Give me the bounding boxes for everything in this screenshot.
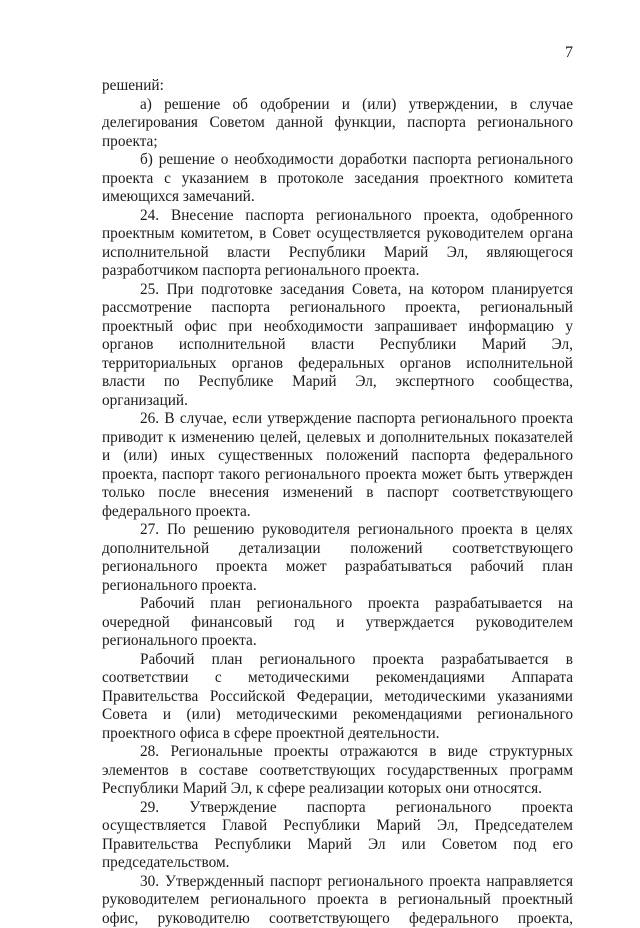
paragraph: 28. Региональные проекты отражаются в виде структурных элементов в составе соответствующих государственных программ Республики Марий Эл, к сфере реализации которых они относятся.	[102, 743, 573, 799]
paragraph: 30. Утвержденный паспорт регионального проекта направляется руководителем регионального проекта в региональный проектный офис, руководителю соответствующего федерального проекта,	[102, 873, 573, 928]
paragraph: Рабочий план регионального проекта разрабатывается на очередной финансовый год и утверждается руководителем регионального проекта.	[102, 595, 573, 651]
paragraph: 24. Внесение паспорта регионального проекта, одобренного проектным комитетом, в Совет осуществляется руководителем органа исполнительной власти Республики Марий Эл, являющегося разработчиком паспорта регионального проекта.	[102, 207, 573, 281]
paragraph: Рабочий план регионального проекта разрабатывается в соответствии с методическими рекомендациями Аппарата Правительства Российской Федерации, методическими указаниями Совета и (или) методическими рекомендациями регионального проектного офиса в сфере проектной деятельности.	[102, 651, 573, 744]
paragraph: 27. По решению руководителя регионального проекта в целях дополнительной детализации положений соответствующего регионального проекта может разрабатываться рабочий план регионального проекта.	[102, 521, 573, 595]
paragraph: а) решение об одобрении и (или) утверждении, в случае делегирования Советом данной функции, паспорта регионального проекта;	[102, 96, 573, 152]
paragraph: 26. В случае, если утверждение паспорта регионального проекта приводит к изменению целей, целевых и дополнительных показателей и (или) иных существенных положений паспорта федерального проекта, паспорт такого регионального проекта может быть утвержден только после внесения изменений в паспорт соответствующего федерального проекта.	[102, 410, 573, 521]
paragraph: решений:	[102, 77, 573, 96]
paragraph: 29. Утверждение паспорта регионального проекта осуществляется Главой Республики Марий Эл, Председателем Правительства Республики Марий Эл или Советом под его председательством.	[102, 799, 573, 873]
document-body	[102, 77, 573, 928]
paragraph: б) решение о необходимости доработки паспорта регионального проекта с указанием в протоколе заседания проектного комитета имеющихся замечаний.	[102, 151, 573, 207]
page-number: 7	[565, 44, 573, 62]
paragraph: 25. При подготовке заседания Совета, на котором планируется рассмотрение паспорта регионального проекта, региональный проектный офис при необходимости запрашивает информацию у органов исполнительной власти Республики Марий Эл, территориальных органов федеральных органов исполнительной власти по Республике Марий Эл, экспертного сообщества, организаций.	[102, 281, 573, 411]
